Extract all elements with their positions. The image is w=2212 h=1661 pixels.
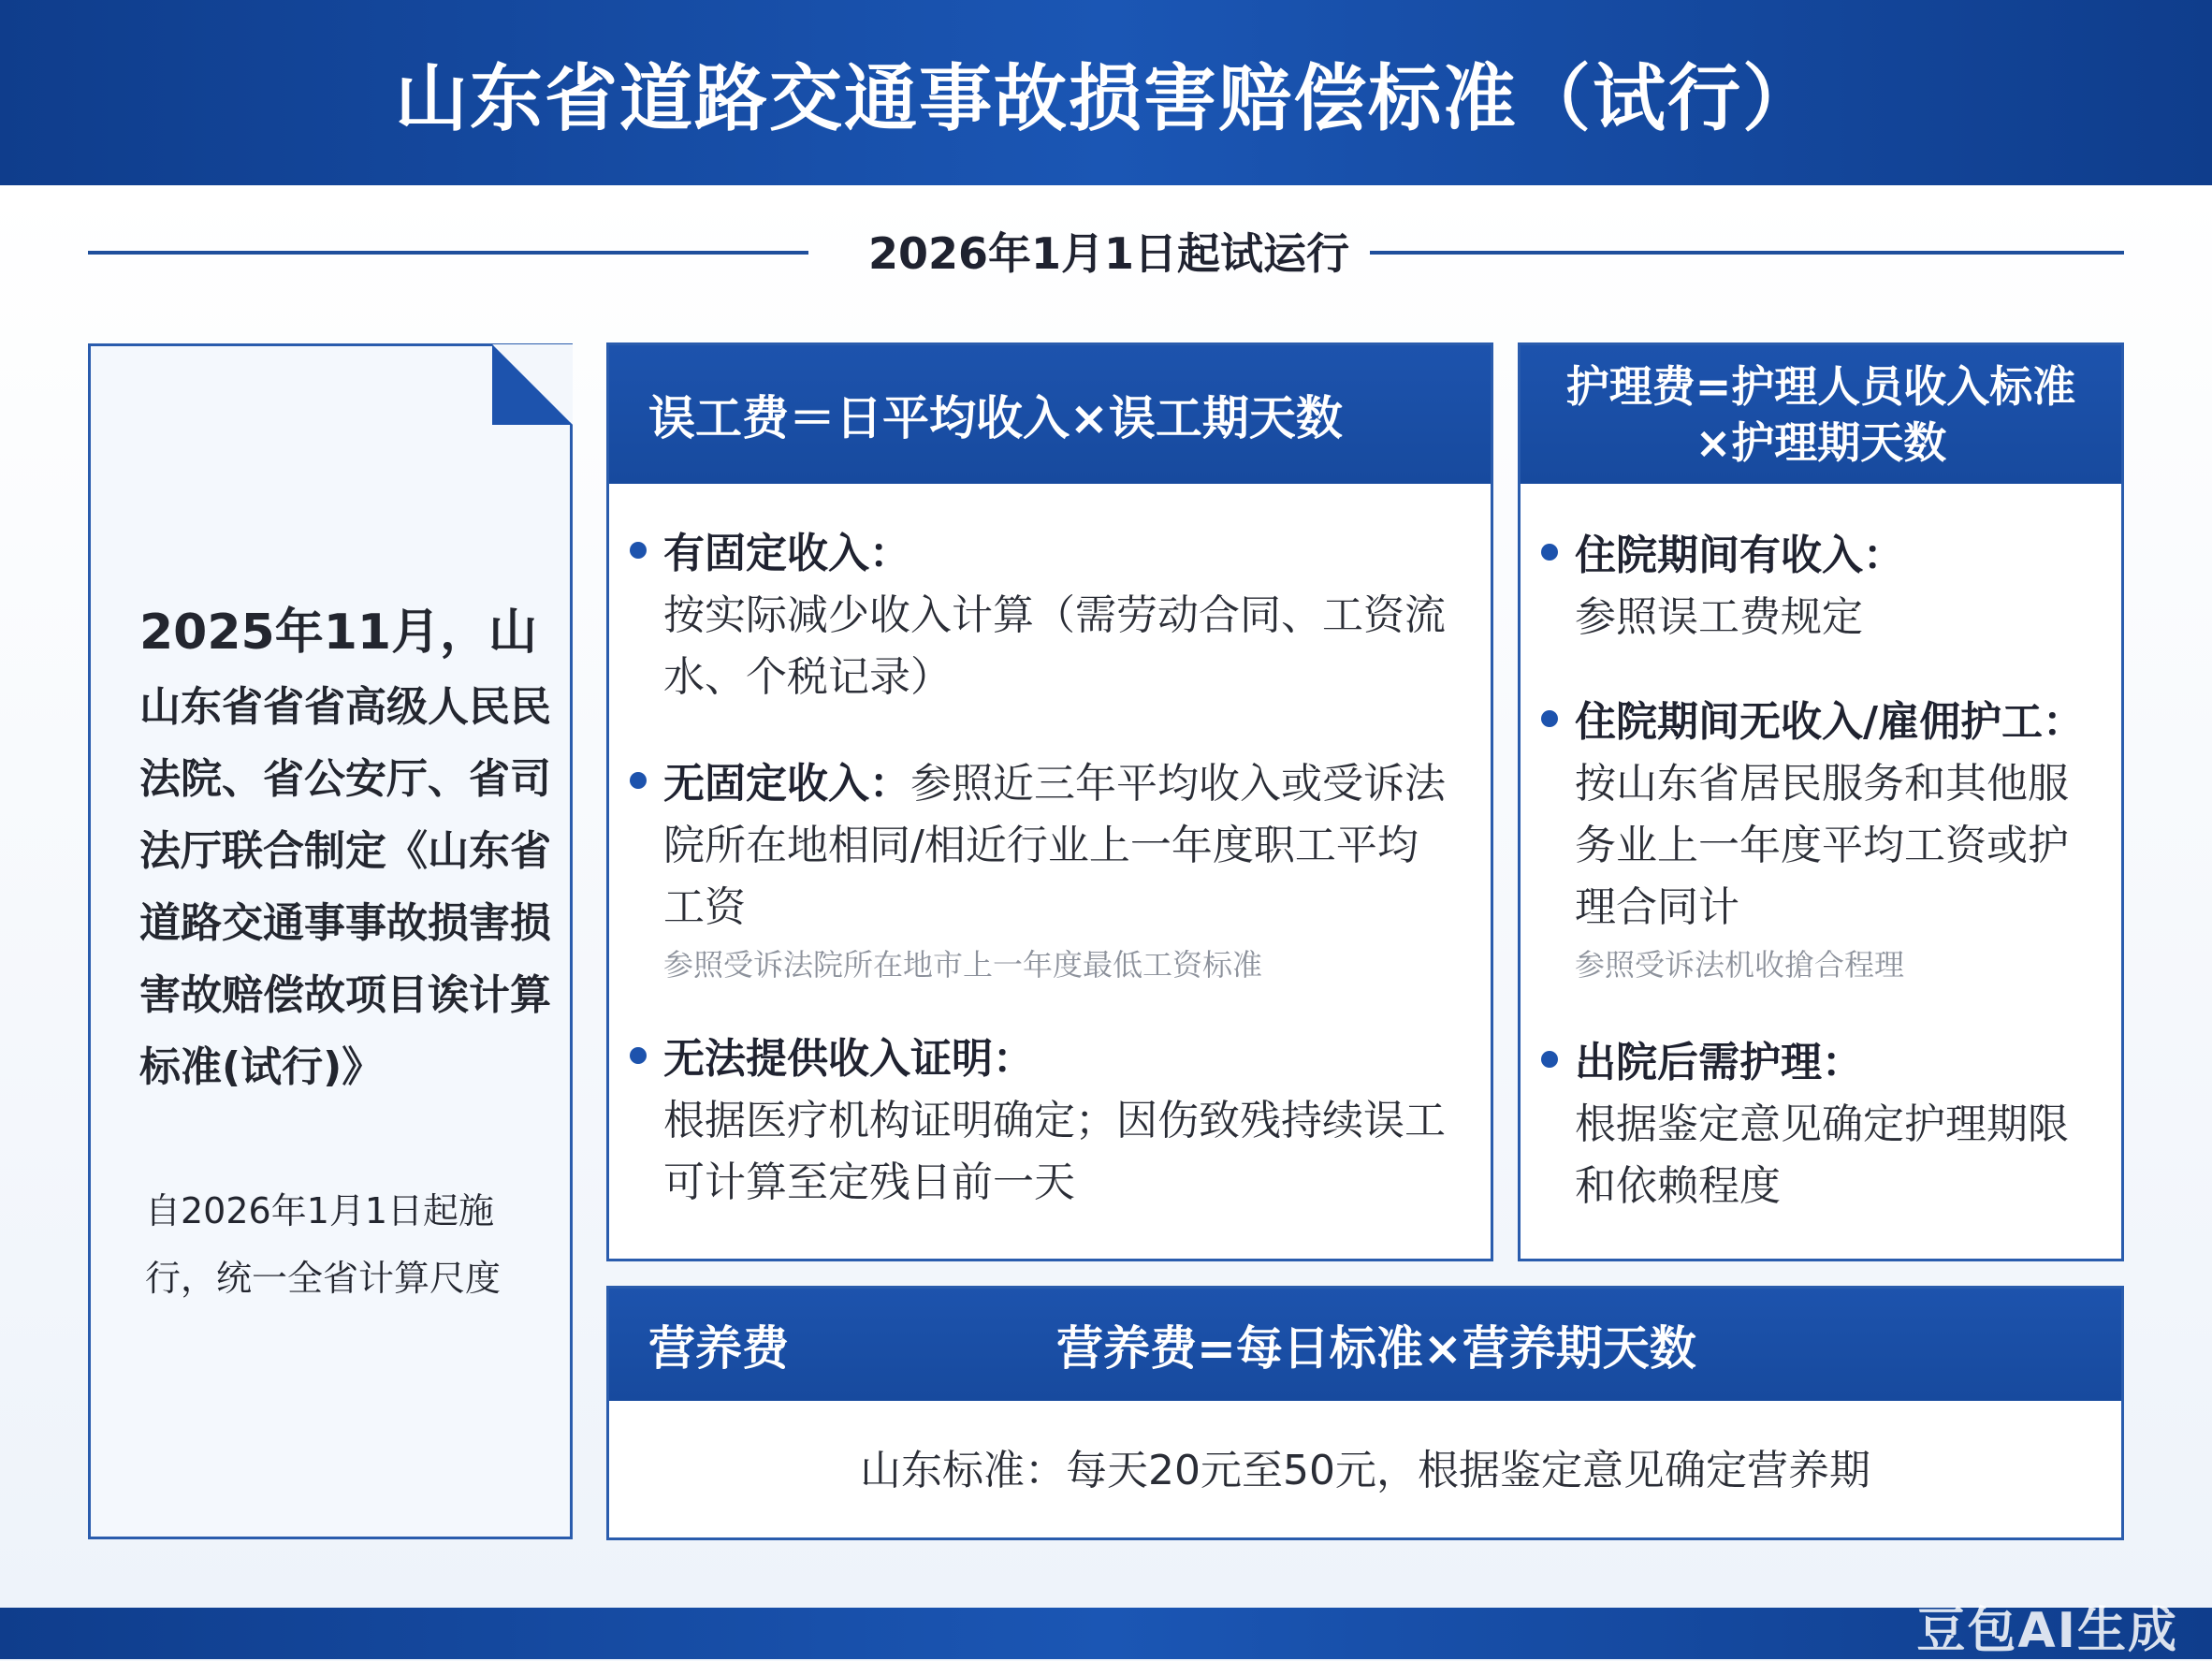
bullet-icon [630, 542, 647, 559]
bullet-icon [1541, 544, 1558, 561]
subtitle: 2026年1月1日起试运行 [867, 228, 1350, 279]
item-title: 有固定收入： [663, 530, 910, 577]
nursing-formula-line1: 护理费=护理人员收入标准 [1565, 361, 2076, 412]
nursing-formula-line2: ×护理期天数 [1695, 417, 1947, 468]
lost-wages-item-unfixed [663, 753, 1453, 991]
item-note: 参照受诉法机收搶合程理 [1575, 947, 1905, 983]
item-title: 出院后需护理： [1575, 1039, 1863, 1086]
lost-wages-item-no-proof [663, 1028, 1453, 1214]
nutrition-label: 营养费 [648, 1321, 789, 1376]
nursing-item-no-income [1575, 692, 2099, 991]
note-rest: 山东省省省高级人民民法院、省公安厅、省司法厅联合制定《山东省道路交通事事故损害损害故赔偿故项目诶计算标准(试行)》 [139, 683, 551, 1091]
nutrition-header [609, 1289, 2121, 1401]
note-main-text [139, 597, 551, 1103]
nursing-formula [1521, 345, 2121, 484]
item-text: 按山东省居民服务和其他服务业上一年度平均工资或护理合同计 [1575, 760, 2069, 931]
item-text: 参照误工费规定 [1575, 593, 1863, 641]
note-lead: 2025年11月，山 [139, 605, 538, 661]
item-title: 无法提供收入证明： [663, 1035, 1034, 1083]
nutrition-card [606, 1286, 2124, 1540]
nursing-card [1518, 342, 2124, 1261]
bullet-icon [1541, 710, 1558, 727]
item-title: 住院期间有收入： [1575, 532, 1904, 579]
page-curl-icon [492, 344, 573, 425]
lost-wages-item-fixed [663, 523, 1453, 708]
subtitle-rule-right [1370, 251, 2124, 255]
item-title: 住院期间无收入/雇佣护工： [1575, 698, 2085, 746]
nutrition-standard: 山东标准：每天20元至50元，根据鉴定意见确定营养期 [860, 1447, 1870, 1494]
subtitle-rule-left [88, 251, 808, 255]
item-text: 根据医疗机构证明确定；因伤致残持续误工可计算至定残日前一天 [663, 1097, 1446, 1206]
lost-wages-formula: 误工费＝日平均收入×误工期天数 [609, 345, 1491, 484]
background-note-card [88, 343, 573, 1539]
bullet-icon [1541, 1051, 1558, 1068]
page-title: 山东省道路交通事故损害赔偿标准（试行） [394, 57, 1817, 141]
note-effective-text: 自2026年1月1日起施行，统一全省计算尺度 [145, 1190, 502, 1299]
nutrition-formula: 营养费=每日标准×营养期天数 [1056, 1321, 1696, 1376]
item-note: 参照受诉法院所在地市上一年度最低工资标准 [663, 947, 1263, 983]
item-text: 根据鉴定意见确定护理期限和依赖程度 [1575, 1100, 2069, 1210]
title-banner [0, 0, 2212, 185]
item-title: 无固定收入： [663, 760, 910, 808]
item-text: 按实际减少收入计算（需劳动合同、工资流水、个税记录） [663, 591, 1446, 701]
bullet-icon [630, 1047, 647, 1064]
footer-band [0, 1608, 2212, 1659]
item-text-combined [663, 753, 1453, 939]
lost-wages-card [606, 342, 1493, 1261]
item-text: 参照近三年平均收入或受诉法院所在地相同/相近行业上一年度职工平均工资 [663, 760, 1446, 931]
nursing-item-with-income [1575, 525, 2084, 648]
bullet-icon [630, 772, 647, 789]
watermark: 豆包AI生成 [1916, 1603, 2178, 1659]
nursing-item-after-discharge [1575, 1032, 2084, 1217]
